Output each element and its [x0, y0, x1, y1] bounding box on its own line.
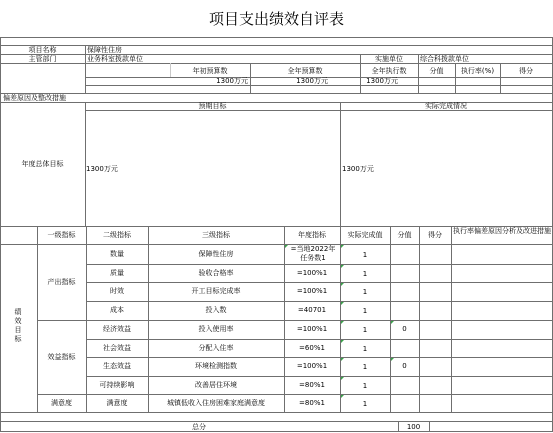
expected-goal-value: 1300万元 — [86, 165, 118, 173]
analysis-header: 执行率偏差原因分析及改进措施 — [453, 227, 551, 235]
cell-marker — [341, 283, 344, 286]
project-name-value: 保障性住房 — [87, 46, 122, 54]
cell-marker — [285, 245, 288, 248]
cell-marker — [341, 377, 344, 380]
performance-label: 绩效目标 — [14, 308, 22, 343]
page-title: 项目支出绩效自评表 — [208, 10, 344, 28]
impl-value: 综合科拨款单位 — [420, 55, 469, 63]
row-l3: 投入数 — [205, 306, 227, 314]
row-l3: 改善居住环境 — [195, 381, 237, 389]
expected-goal-label: 预期目标 — [198, 102, 227, 110]
row-l3: 城镇低收入住房困难家庭满意度 — [167, 399, 265, 407]
row-l3: 投入使用率 — [198, 325, 234, 333]
row-l2: 经济效益 — [103, 325, 131, 333]
row-annual: =当地2022年任务数1 — [290, 245, 336, 262]
project-name-label: 项目名称 — [28, 46, 57, 54]
row-l3: 保障性住房 — [198, 250, 234, 258]
row-l3: 分配入住率 — [198, 344, 234, 352]
row-annual: =80%1 — [299, 381, 325, 389]
level1-header: 一级指标 — [47, 231, 76, 239]
score-header: 分值 — [397, 231, 412, 239]
total-value: 100 — [406, 423, 421, 431]
row-actual: 1 — [362, 363, 368, 371]
points-label: 得分 — [519, 67, 533, 75]
exec-rate-label: 执行率(%) — [460, 67, 495, 75]
cell-marker — [391, 358, 394, 361]
total-label: 总分 — [192, 423, 206, 431]
cell-marker — [341, 265, 344, 268]
row-actual: 1 — [362, 326, 368, 334]
actual-header: 实际完成值 — [347, 231, 383, 239]
level2-header: 二级指标 — [103, 231, 131, 239]
row-annual: =100%1 — [296, 287, 328, 295]
cell-marker — [341, 395, 344, 398]
level3-header: 三级指标 — [202, 231, 230, 239]
cell-marker — [341, 321, 344, 324]
row-actual: 1 — [362, 288, 368, 296]
actual-goal-value: 1300万元 — [342, 165, 374, 173]
row-l3: 验收合格率 — [198, 269, 234, 277]
row-score: 0 — [402, 362, 407, 370]
cell-marker — [341, 358, 344, 361]
row-l2: 数量 — [110, 250, 124, 258]
dept-value: 业务科室拨款单位 — [87, 55, 143, 63]
initial-budget-value: 1300万元 — [216, 77, 248, 85]
row-actual: 1 — [362, 382, 368, 390]
row-actual: 1 — [362, 270, 368, 278]
deviation-label: 偏差原因及整改措施 — [3, 94, 66, 102]
full-budget-label: 全年预算数 — [287, 67, 323, 75]
row-annual: =100%1 — [296, 269, 328, 277]
row-l3: 开工目标完成率 — [191, 287, 241, 295]
row-actual: 1 — [362, 345, 368, 353]
full-budget-value: 1300万元 — [296, 77, 328, 85]
dept-label: 主管部门 — [28, 55, 57, 63]
group-benefit: 效益指标 — [47, 353, 76, 361]
group-output: 产出指标 — [47, 278, 76, 286]
full-exec-label: 全年执行数 — [371, 67, 407, 75]
row-l2: 时效 — [110, 287, 124, 295]
row-annual: =60%1 — [299, 344, 325, 352]
annual-header: 年度指标 — [298, 231, 326, 239]
actual-goal-label: 实际完成情况 — [425, 102, 467, 110]
annual-goal-label: 年度总体目标 — [21, 160, 64, 168]
score-label: 分值 — [429, 67, 444, 75]
cell-marker — [391, 321, 394, 324]
row-l2: 社会效益 — [103, 344, 131, 352]
row-l2: 可持续影响 — [99, 381, 135, 389]
row-l2: 满意度 — [106, 399, 128, 407]
row-actual: 1 — [362, 251, 368, 259]
row-annual: =80%1 — [299, 399, 325, 407]
row-l2: 生态效益 — [103, 362, 131, 370]
row-annual: =100%1 — [296, 362, 328, 370]
row-annual: =100%1 — [296, 325, 328, 333]
row-l3: 环境检测指数 — [195, 362, 237, 370]
points-header: 得分 — [428, 231, 442, 239]
initial-budget-label: 年初预算数 — [192, 67, 228, 75]
cell-marker — [341, 340, 344, 343]
row-l2: 质量 — [110, 269, 124, 277]
full-exec-value: 1300万元 — [366, 77, 398, 85]
row-actual: 1 — [362, 400, 368, 408]
row-actual: 1 — [362, 307, 368, 315]
group-satisfaction: 满意度 — [51, 399, 72, 407]
row-annual: =40701 — [297, 306, 327, 314]
cell-marker — [341, 302, 344, 305]
row-score: 0 — [402, 325, 407, 333]
table-top-border — [0, 37, 553, 38]
impl-label: 实施单位 — [375, 55, 403, 63]
cell-marker — [341, 245, 344, 248]
row-l2: 成本 — [110, 306, 124, 314]
